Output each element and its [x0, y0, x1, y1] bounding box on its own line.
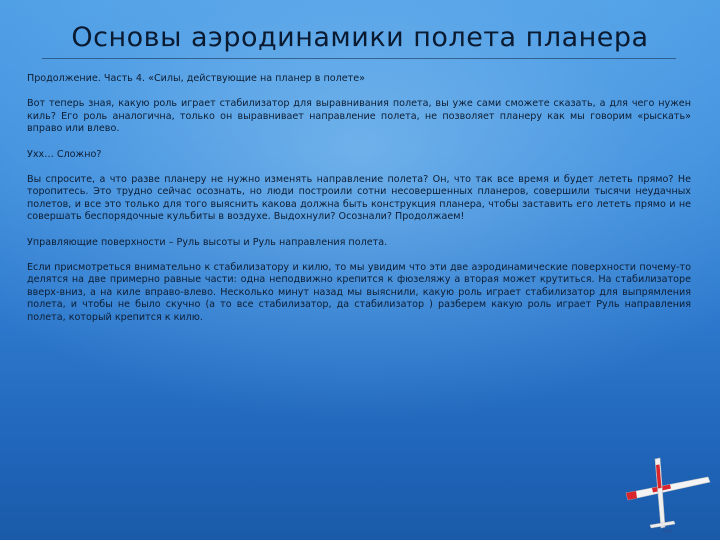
slide-title: Основы аэродинамики полета планера [71, 22, 649, 53]
paragraph-direction-change: Вы спросите, а что разве планеру не нужно изменять направление полета? Он, что так все время и будет лететь прямо? Не торопитесь. Это трудно сейчас осознать, но люди построили сотни несовершенных планеров, совершили тысячи неудачных полетов, и все это только для того выяснить какова должна быть конструкция планера, чтобы заставить его лететь прямо и не совершать беспорядочные кульбиты в воздухе. Выдохнули? Осознали? Продолжаем! [27, 174, 691, 223]
paragraph-subtitle: Продолжение. Часть 4. «Силы, действующие на планер в полете» [27, 73, 366, 84]
paragraph-question: Ухх… Сложно? [27, 148, 102, 160]
title-divider [42, 58, 676, 59]
paragraph-control-surfaces-heading: Управляющие поверхности – Руль высоты и Руль направления полета. [27, 236, 388, 248]
paragraph-control-surfaces: Если присмотреться внимательно к стабилизатору и килю, то мы увидим что эти две аэродинамические поверхности почему-то делятся на две примерно равные части: одна неподвижно крепится к фюзеляжу а вторая может крутиться. На стабилизаторе вверх-вниз, а на киле вправо-влево. Несколько минут назад мы выяснили, какую роль играет стабилизатор для выпрямления полета, и чтобы не было скучно (а то все стабилизатор, да стабилизатор ) разберем какую роль играет Руль направления полета, который крепится к килю. [27, 262, 691, 323]
glider-airplane-icon [612, 455, 712, 535]
slide-body [27, 73, 691, 337]
paragraph-keel-role: Вот теперь зная, какую роль играет стабилизатор для выравнивания полета, вы уже сами сможете сказать, а для чего нужен киль? Его роль аналогична, только он выравнивает направление полета, не позволяет планеру как мы говорим «рыскать» вправо или влево. [27, 98, 691, 135]
